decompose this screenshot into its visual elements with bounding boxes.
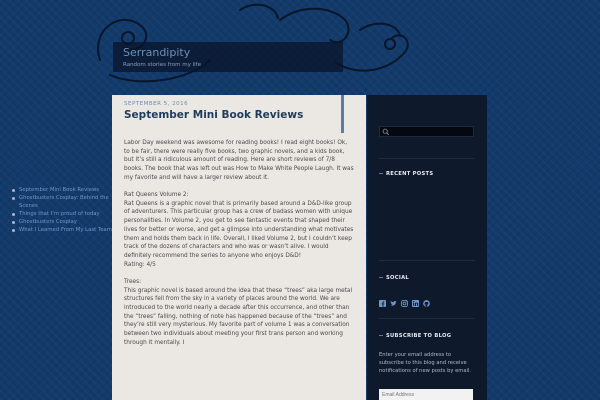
- search-box[interactable]: [379, 126, 474, 137]
- social-icons: [379, 292, 430, 299]
- search-input[interactable]: [392, 127, 472, 136]
- site-header: [113, 42, 343, 72]
- recent-post-link[interactable]: What I Learned From My Last Team: [12, 226, 112, 234]
- widget-divider: [379, 318, 475, 319]
- post-body: [124, 139, 354, 347]
- recent-posts-list: [12, 186, 112, 234]
- subscribe-description: Enter your email address to subscribe to this blog and receive notifications of new posts by email.: [379, 352, 472, 374]
- post-content: [112, 95, 366, 400]
- subscribe-title-text: SUBSCRIBE TO BLOG: [386, 333, 452, 339]
- post-paragraph: Labor Day weekend was awesome for reading books! I read eight books! Ok, to be fair, there were really five books, two graphic novels, and a kids book, but it’s still a ridiculous amount of reading. Here are short reviews of 7/8 books. The book that was left out was How to Make White People Laugh. It was my favorite and will have a larger review about it.: [124, 140, 354, 181]
- post-paragraph: Rat Queens Volume 2: Rat Queens is a graphic novel that is primarily based around a D&D-like group of adventurers. This particular group has a crew of badass women with unique personalities. In Volume 2, you get to see fantastic events that shaped their lives for better or worse, and get a glimpse into understanding what motivates them and holds them back in life. Overall, I liked Volume 2, but I couldn’t keep track of the dozens of characters and who was or wasn’t alive. I would definitely recommend the series to anyone who enjoys D&D! Rating: 4/5: [124, 192, 354, 268]
- post-date[interactable]: SEPTEMBER 5, 2016: [124, 101, 189, 107]
- widget-divider: [379, 158, 475, 159]
- site-description: Random stories from my life: [123, 62, 201, 68]
- recent-posts-title-text: RECENT POSTS: [386, 171, 434, 177]
- post-paragraph: Trees: This graphic novel is based around the idea that these “trees” aka large metal structures fell from the sky in a variety of places around the world. We are introduced to the world nearly a decade after this occurrence, and other than the “trees” falling, nothing of note has happened because of the “trees” and they’re still very mysterious. My favorite part of volume 1 was a conversation between two individuals about meeting your first trans person and working through it mentally. I: [124, 278, 353, 346]
- github-icon[interactable]: [423, 292, 430, 299]
- widget-divider: [379, 260, 475, 261]
- recent-post-link[interactable]: Ghostbusters Cosplay: [12, 218, 112, 226]
- post-accent-bar: [341, 95, 344, 133]
- recent-post-link[interactable]: Things that I’m proud of today: [12, 210, 112, 218]
- social-title-text: SOCIAL: [386, 275, 410, 281]
- recent-post-link[interactable]: Ghostbusters Cosplay: Behind the Scenes: [12, 194, 112, 210]
- recent-post-link[interactable]: September Mini Book Reviews: [12, 186, 112, 194]
- email-field[interactable]: [379, 389, 473, 400]
- site-title[interactable]: Serrandipity: [123, 46, 191, 59]
- recent-posts-title: [379, 171, 433, 177]
- linkedin-icon[interactable]: [412, 292, 419, 299]
- subscribe-title: [379, 333, 451, 339]
- social-title: [379, 275, 409, 281]
- facebook-icon[interactable]: [379, 292, 386, 299]
- search-icon: [382, 128, 390, 136]
- twitter-icon[interactable]: [390, 292, 397, 299]
- instagram-icon[interactable]: [401, 292, 408, 299]
- post-title[interactable]: September Mini Book Reviews: [124, 109, 304, 121]
